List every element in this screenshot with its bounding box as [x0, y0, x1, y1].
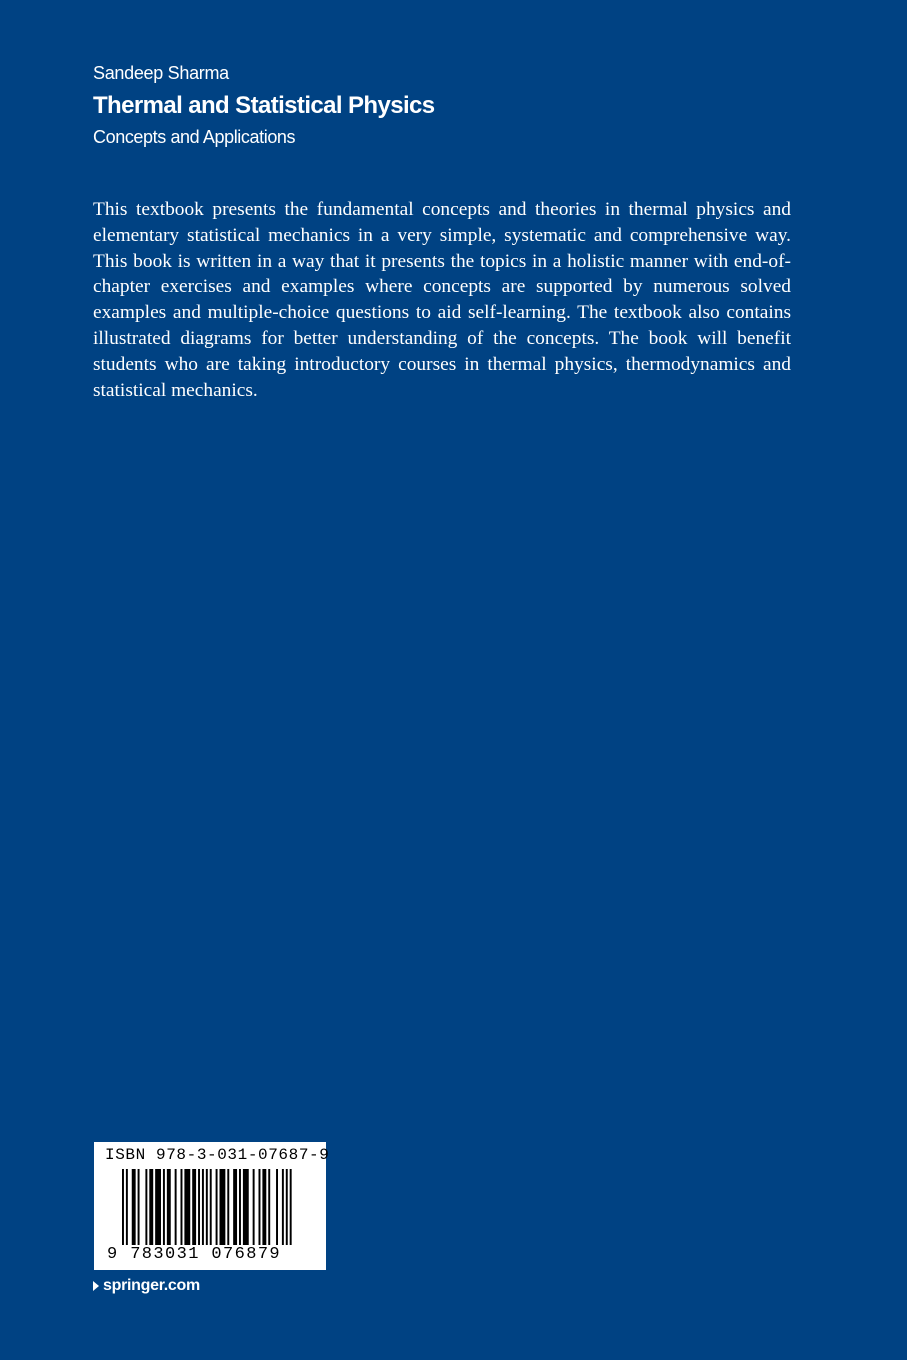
barcode-bar	[239, 1169, 241, 1245]
barcode-bar	[220, 1169, 226, 1245]
barcode-bar	[122, 1169, 124, 1245]
barcode-bar	[175, 1169, 177, 1245]
author-name: Sandeep Sharma	[93, 63, 229, 83]
book-subtitle: Concepts and Applications	[93, 127, 296, 147]
barcode-bar	[282, 1169, 284, 1245]
barcode-bar	[233, 1169, 237, 1245]
barcode-bar	[253, 1169, 255, 1245]
barcode-bar	[216, 1169, 218, 1245]
isbn-barcode	[94, 1142, 330, 1270]
book-title: Thermal and Statistical Physics	[93, 92, 435, 119]
barcode-bar	[184, 1169, 190, 1245]
barcode-bar	[268, 1169, 270, 1245]
barcode-bar	[243, 1169, 249, 1245]
barcode-bar	[276, 1169, 278, 1245]
barcode-bar	[202, 1169, 204, 1245]
barcode-bar	[262, 1169, 266, 1245]
barcode-bar	[198, 1169, 200, 1245]
barcode-bar	[167, 1169, 171, 1245]
barcode-bar	[286, 1169, 288, 1245]
barcode-bar	[227, 1169, 229, 1245]
isbn-label: ISBN 978-3-031-07687-9	[105, 1146, 330, 1164]
barcode-bar	[145, 1169, 147, 1245]
barcode-bar	[149, 1169, 153, 1245]
barcode-bar	[206, 1169, 208, 1245]
springer-link[interactable]	[93, 1277, 200, 1295]
barcode-bar	[126, 1169, 128, 1245]
arrow-right-icon	[93, 1281, 99, 1291]
barcode-bar	[210, 1169, 212, 1245]
springer-link-text: springer.com	[103, 1277, 200, 1294]
barcode-bar	[181, 1169, 183, 1245]
barcode-bar	[259, 1169, 261, 1245]
barcode-bar	[132, 1169, 136, 1245]
barcode-bar	[192, 1169, 196, 1245]
barcode-bar	[155, 1169, 161, 1245]
barcode-bar	[163, 1169, 165, 1245]
barcode-bar	[138, 1169, 140, 1245]
barcode-digits: 9 783031 076879	[107, 1245, 282, 1264]
book-description: This textbook presents the fundamental concepts and theories in thermal physics and elementary statistical mechanics in a very simple, systematic and comprehensive way. This book is written in a way that it presents the topics in a holistic manner with end-of-chapter exercises and examples where concepts are supported by numerous solved examples and multiple-choice questions to aid self-learning. The textbook also contains illustrated diagrams for better understanding of the concepts. The book will benefit students who are taking introductory courses in thermal physics, thermodynamics and statistical mechanics.	[93, 199, 791, 401]
barcode-bar	[290, 1169, 292, 1245]
